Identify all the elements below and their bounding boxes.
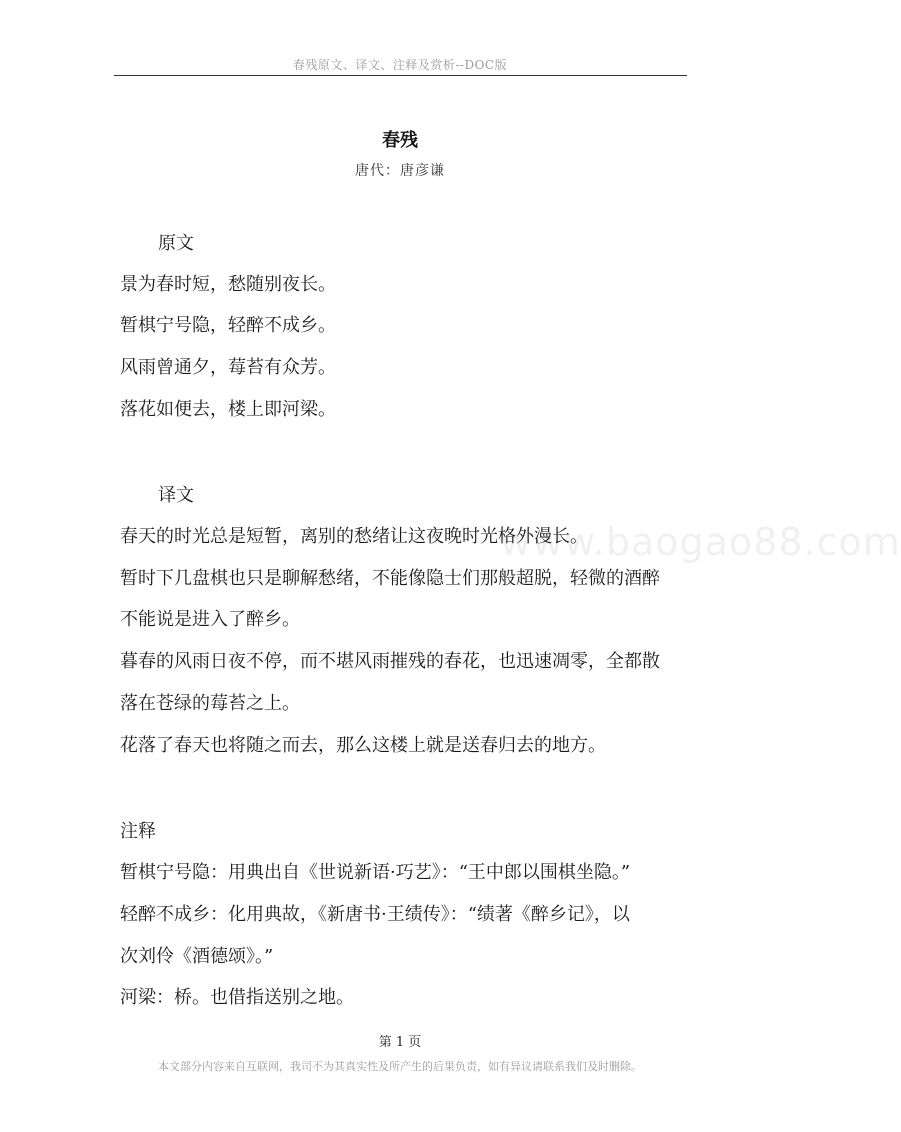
notes-line: 次刘伶《酒德颂》。” (120, 946, 274, 967)
watermark: www.baogao88.com (500, 520, 901, 564)
header-title: 春残原文、译文、注释及赏析--DOC版 (292, 58, 508, 72)
header-divider (114, 75, 687, 76)
translation-line: 暂时下几盘棋也只是聊解愁绪，不能像隐士们那般超脱，轻微的酒醉 (120, 568, 660, 589)
translation-line: 春天的时光总是短暂，离别的愁绪让这夜晚时光格外漫长。 (120, 526, 588, 547)
original-line: 景为春时短，愁随别夜长。 (120, 274, 336, 295)
translation-line: 暮春的风雨日夜不停，而不堪风雨摧残的春花，也迅速凋零，全都散 (120, 651, 660, 672)
notes-line: 轻醉不成乡：化用典故，《新唐书·王绩传》：“绩著《醉乡记》，以 (120, 904, 630, 925)
footer-disclaimer: 本文部分内容来自互联网，我司不为其真实性及所产生的后果负责，如有异议请联系我们及时删除。 (158, 1060, 642, 1073)
translation-line: 花落了春天也将随之而去，那么这楼上就是送春归去的地方。 (120, 735, 606, 756)
original-heading: 原文 (158, 233, 194, 254)
poem-author: 唐代：唐彦谦 (355, 163, 445, 179)
original-line: 风雨曾通夕，莓苔有众芳。 (120, 357, 336, 378)
notes-line: 河梁：桥。也借指送别之地。 (120, 987, 354, 1008)
translation-line: 不能说是进入了醉乡。 (120, 609, 300, 630)
translation-line: 落在苍绿的莓苔之上。 (120, 693, 300, 714)
notes-heading: 注释 (120, 821, 156, 842)
original-line: 落花如便去，楼上即河梁。 (120, 399, 336, 420)
poem-title: 春残 (382, 130, 418, 151)
page-number: 第 1 页 (378, 1035, 422, 1050)
translation-heading: 译文 (158, 485, 194, 506)
original-line: 暂棋宁号隐，轻醉不成乡。 (120, 315, 336, 336)
notes-line: 暂棋宁号隐：用典出自《世说新语·巧艺》：“王中郎以围棋坐隐。” (120, 862, 631, 883)
